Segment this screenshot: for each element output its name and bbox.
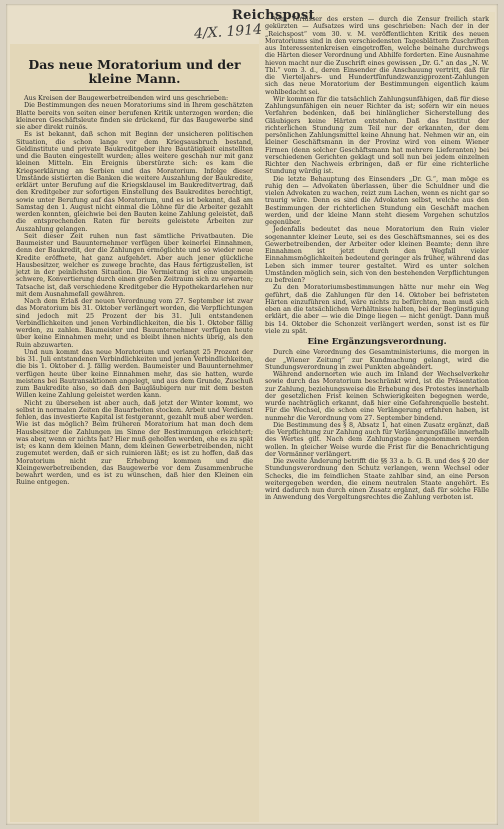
paragraph: Seit dieser Zeit ruhen nun fast sämtliche Privatbauten. Die Baumeister und Bauunternehmer verfügen über keinerlei Einnahmen, denn der Baukredit, der die Zahlungen ermöglichte und so wieder neue Kredite eröffnete, hat ganz aufgehört. Aber auch jener glückliche Hausbesitzer, welcher es zuwege brachte, das Haus fertigzustellen, ist jetzt in der peinlichsten Situation. Die Vermietung ist eine ungemein schwere, Konvertierung durch einen großen Zeitraum sich zu erwarten; Tatsache ist, daß verschiedene Kreditgeber die Hypothekardarlehen nur mit dem Ausnahmefall gewähren. bbox=[16, 231, 253, 298]
clipping-right bbox=[259, 12, 495, 822]
headline-rule bbox=[50, 90, 219, 91]
paragraph: Die letzte Behauptung des Einsenders „Dr. G.“, man möge es ruhig den — Advokaten überlassen, über die Schuldner und die vielen Advokaten zu wachen, reizt zum Lachen, wenn es nicht gar so traurig wäre. Denn es sind die Advokaten selbst, welche aus den Bestimmungen der richterlichen Stundung ein Geschäft machen werden, und der kleine Mann steht diesem Vorgehen schutzlos gegenüber. bbox=[265, 174, 489, 226]
paragraph: Vom Verfasser des ersten — durch die Zensur freilich stark gekürzten — Aufsatzes wird uns geschrieben: Nach der in der „Reichspost“ vom 30. v. M. veröffentlichten Kritik des neuen Moratoriums sind in den verschiedensten Tagesblättern Zuschriften aus Interessentenkreisen eingetroffen, welche beinahe durchwegs die Härten dieser Verordnung und Abhilfe forderten. Eine Ausnahme hievon macht nur die Zuschrift eines gewissen „Dr. G.“ an das „N. W. Tbl.“ vom 3. d., deren Einsender die Anschauung vertritt, daß für die Vierteljahrs- und Hundertfünfundzwanzigprozent-Zahlungen sich das neue Moratorium der Bestimmungen eigentlich kaum wohlbedacht sei. bbox=[265, 15, 489, 96]
clipping-left bbox=[10, 44, 259, 822]
handwritten-date: 4/X. 1914 bbox=[193, 21, 263, 43]
paragraph: Aus Kreisen der Baugewerbetreibenden wird uns geschrieben: bbox=[24, 94, 229, 102]
paragraph: Jedenfalls bedeutet das neue Moratorium den Ruin vieler sogenannter kleiner Leute, sei es des Geschäftsmannes, sei es des Gewerbetreibenden, der Arbeiter oder kleinen Beamte; denn ihre Einnahmen ist jetzt durch den Wegfall vieler Einnahmsmöglichkeiten bedeutend geringer als früher, während das Leben sich immer teurer gestaltet. Wird es unter solchen Umständen möglich sein, sich von den bestehenden Verpflichtungen zu befreien? bbox=[265, 225, 489, 284]
right-column-text bbox=[259, 12, 495, 502]
paragraph: Durch eine Verordnung des Gesamtministeriums, die morgen in der „Wiener Zeitung“ zur Kundmachung gelangt, wird die Stundungsverordnung in zwei Punkten abgeändert. bbox=[265, 348, 489, 371]
paragraph: Die zweite Änderung betrifft die §§ 33 a. b. G. B. und des § 20 der Stundungsverordnung den Schutz verlangen, wenn Wechsel oder Schecks, die im feindlichen Staate zahlbar sind, an eine Person weitergegeben werden, die einem neutralen Staate angehört. Es wird dadurch nun durch einen Zusatz ergänzt, daß für solche Fälle in Anwendung des Vergeltungsrechtes die Zahlung verboten ist. bbox=[265, 457, 489, 502]
left-column-text bbox=[10, 95, 259, 487]
paragraph: Wir kommen für die tatsächlich Zahlungsunfähigen, daß für diese Zahlungsunfähigen ein neuer Richter da ist; sofern wir ein neues Verfahren bedenken, daß bei hinlänglicher Sicherstellung des Gläubigers keine Härten entstehen. Daß das Institut der richterlichen Stundung zum Teil nur der erkannten, der dem persönlichen Zahlungsmittel keine Ahnung hat. Nehmen wir an, ein kleiner Geschäftsmann in der Provinz wird von einem Wiener Firmen (denn solcher Geschäftsmann hat mehrere Lieferanten) bei verschiedenen Gerichten geklagt und soll nun bei jedem einzelnen Richter den Nachweis erbringen, daß er für eine richterliche Stundung würdig ist. bbox=[265, 94, 489, 176]
paragraph: Die Bestimmung des § 8, Absatz 1, hat einen Zusatz ergänzt, daß die Verpflichtung zur Zahlung auch für Verlängerungsfälle innerhalb des Wertes gilt. Nach dem Zahlungstage angenommen werden wollen. In gleicher Weise wurde die Frist für die Benachrichtigung der Vormänner verlängert. bbox=[265, 420, 489, 458]
paragraph: Während andernorten wie auch im Inland der Wechselverkehr sowie durch das Moratorium beschränkt wird, ist die Präsentation zur Zahlung, beziehungsweise die Erhebung des Protestes innerhalb der gesetzlichen Frist keinen Schwierigkeiten begegnen werde, wurde nachträglich erkannt, daß hier eine Gefahrenquelle besteht. Für die Wechsel, die schon eine Verlängerung erfahren haben, ist nunmehr die Verordnung vom 27. September bindend. bbox=[265, 370, 489, 422]
section-title: Eine Ergänzungsverordnung. bbox=[307, 337, 447, 347]
paragraph: Zu den Moratoriumsbestimmungen hätte nur mehr ein Weg geführt, daß die Zahlungen für den 14. Oktober bei befristeten Härten einzuführen sind, wäre nichts zu befürchten, man muß sich eben an die tatsächlichen Verhältnisse halten, bei der Begünstigung erklärt, die aber — wie die Dinge liegen — nicht genügt. Dann muß bis 14. Oktober die Schonzeit verlängert werden, sonst ist es für viele zu spät. bbox=[265, 283, 489, 335]
paragraph: Nach dem Erlaß der neuen Verordnung vom 27. September ist zwar das Moratorium bis 31. Oktober verlängert worden, die Verpflichtungen sind jedoch mit 25 Prozent der bis 31. Juli entstandenen Verbindlichkeiten und jenen Verbindlichkeiten, die bis 1. Oktober fällig werden, zu zahlen. Baumeister und Bauunternehmer verfügen heute über keine Einnahmen mehr, und es bleibt ihnen nichts übrig, als den Ruin abzuwarten. bbox=[16, 297, 253, 349]
paragraph: Und nun kommt das neue Moratorium und verlangt 25 Prozent der bis 31. Juli entstandenen Verbindlichkeiten und jenen Verbindlichkeiten, die bis 1. Oktober d. J. fällig werden. Baumeister und Bauunternehmer verfügen heute über keine Einnahmen mehr, das sie hatten, wurde meistens bei Bautransaktionen angelegt, und aus dem Grunde, Zuschuß zum Baukredite also, so daß den Baugläubigern nur mit dem besten Willen keine Zahlung geleistet werden kann. bbox=[16, 347, 253, 400]
paragraph: Die Bestimmungen des neuen Moratoriums sind in Ihrem geschätzten Blatte bereits von seiten einer berufenen Kritik unterzogen worden; die kleineren Geschäftsleute finden sie drückend, für das Baugewerbe sind sie aber direkt ruinös. bbox=[16, 101, 253, 131]
article-headline: Das neue Moratorium und der kleine Mann. bbox=[28, 57, 241, 86]
paragraph: Es ist bekannt, daß schon mit Beginn der unsicheren politischen Situation, die schon lange vor dem Kriegsausbruch bestand, Geldinstitute und private Baukreditgeber ihre Bautätigkeit einstellten und die Bauten eingestellt wurden; alles weitere geschah nur mit ganz kleinen Mitteln. Ein Ereignis überstürzte sich: es kam die Kriegserklärung an Serbien und das Moratorium. Infolge dieser Umstände sistierten die Banken die weitere Auszahlung der Baukredite, erklärt unter Berufung auf die Kriegsklausel im Baukreditvertrag, daß den Kreditgeber zur sofortigen Einstellung des Baukredites berechtigt, sowie unter Berufung auf das Moratorium, und es ist bekannt, daß am Samstag den 1. August nicht einmal die Löhne für die Arbeiter gezahlt werden konnten, gleichwie bei den Bauten keine Zahlung geleistet, daß die entsprechenden Raten für bereits geleistete Arbeiten zur Auszahlung gelangen. bbox=[16, 130, 253, 233]
newspaper-name: Reichspost bbox=[232, 8, 315, 23]
paragraph: Nicht zu übersehen ist aber auch, daß jetzt der Winter kommt, wo selbst in normalen Zeiten die Bauarbeiten stocken. Arbeit und Verdienst fehlen, das investierte Kapital ist festgerannt, gezahlt muß aber werden. Wie ist das möglich? Beim früheren Moratorium hat man doch dem Hausbesitzer die Zahlungen im Sinne der Bestimmungen erleichtert; was aber, wenn er nichts hat? Hier muß geholfen werden, ehe es zu spät ist; es kann dem kleinen Mann, dem kleinen Gewerbetreibenden, nicht zugemutet werden, daß er sich ruinieren läßt; es ist zu hoffen, daß das Moratorium nicht zur Erhebung kommen und die Kleingewerbetreibenden, das Baugewerbe vor dem Zusammenbruche bewahrt werden, und es ist zu wünschen, daß hier den Kleinen ein Ruine entgegen. bbox=[16, 398, 253, 487]
newspaper-sheet bbox=[6, 4, 498, 825]
